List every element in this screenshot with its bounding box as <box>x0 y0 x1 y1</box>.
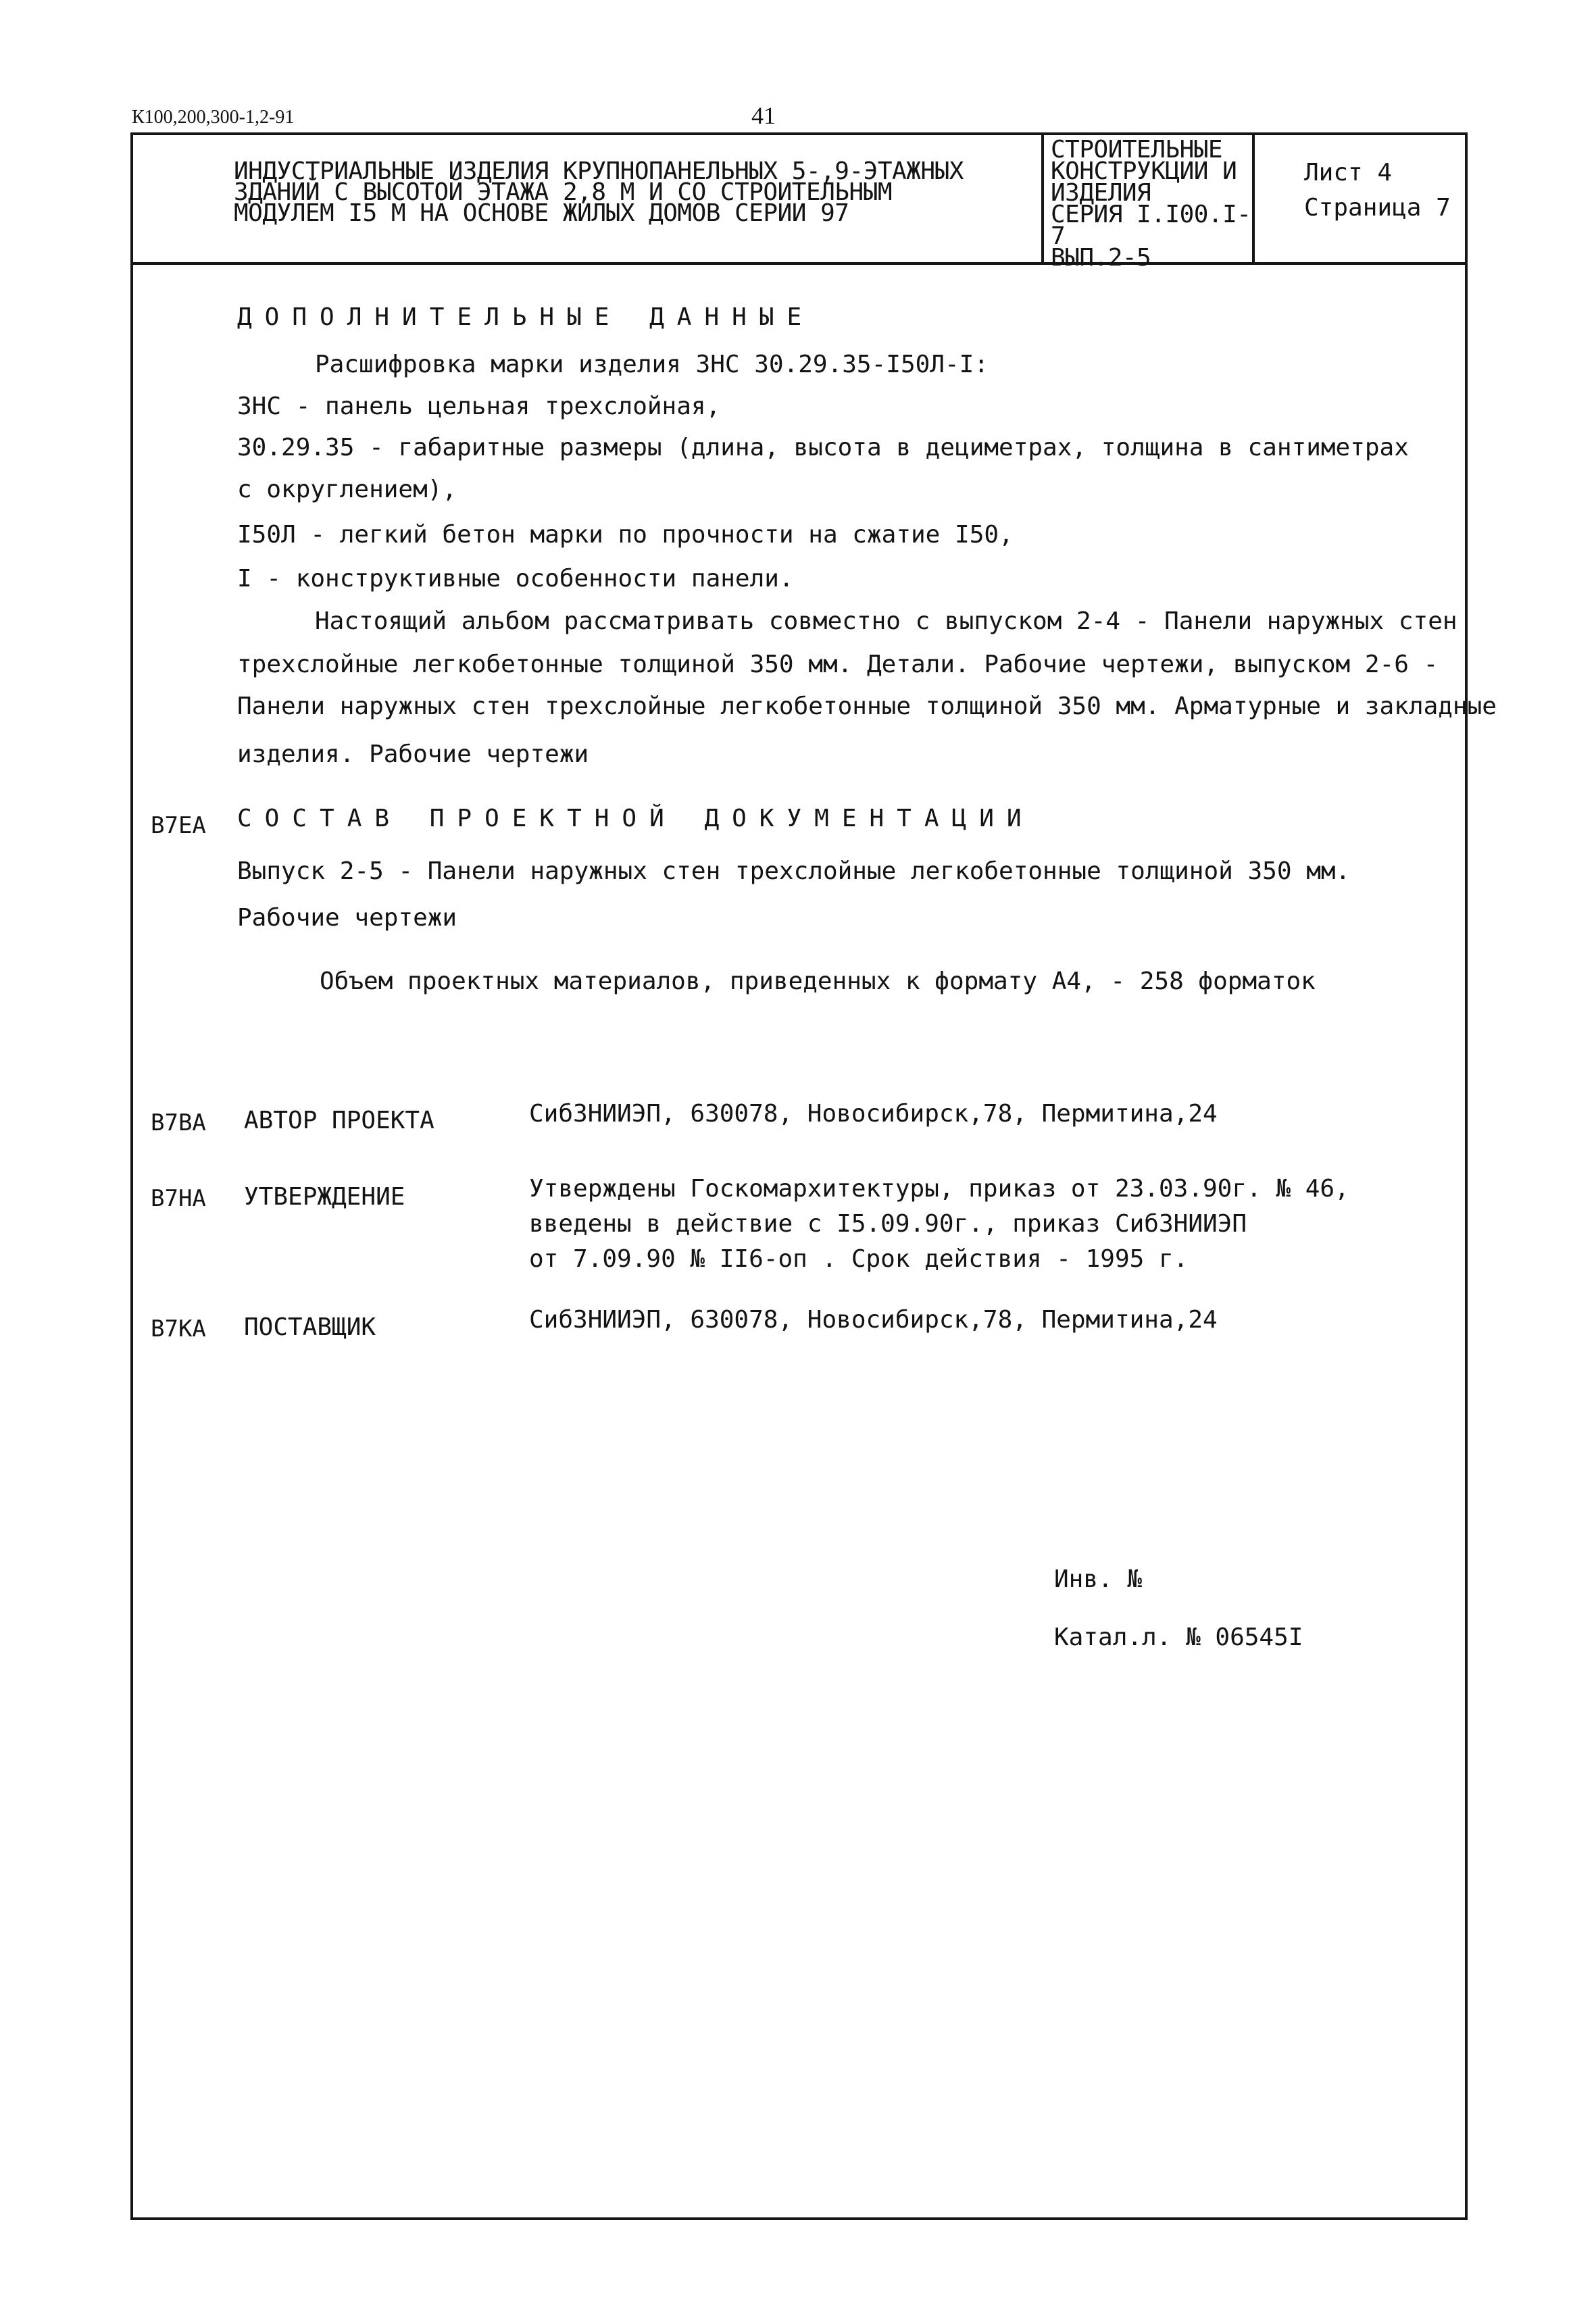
approval-label: УТВЕРЖДЕНИЕ <box>244 1183 405 1211</box>
header-title-line: ЗДАНИЙ С ВЫСОТОЙ ЭТАЖА 2,8 М И СО СТРОИТЕЛЬНЫМ <box>234 178 892 206</box>
supplier-value: СибЗНИИЭП, 630078, Новосибирск,78, Пермитина,24 <box>529 1306 1218 1334</box>
additional-line: Панели наружных стен трехслойные легкобетонные толщиной 350 мм. Арматурные и закладные <box>237 693 1497 720</box>
catalog-number: Катал.л. № 06545I <box>1054 1624 1303 1651</box>
approval-line: Утверждены Госкомархитектуры, приказ от 23.03.90г. № 46, <box>529 1175 1349 1203</box>
composition-volume: Объем проектных материалов, приведенных к формату А4, - 258 форматок <box>320 967 1316 995</box>
additional-line: 30.29.35 - габаритные размеры (длина, высота в дециметрах, толщина в сантиметрах <box>237 434 1409 461</box>
author-label: АВТОР ПРОЕКТА <box>244 1107 434 1134</box>
document-code: К100,200,300-1,2-91 <box>132 107 295 128</box>
header-title-line: ИНДУСТРИАЛЬНЫЕ ИЗДЕЛИЯ КРУПНОПАНЕЛЬНЫХ 5-,9-ЭТАЖНЫХ <box>234 157 964 185</box>
header-series-line: СТРОИТЕЛЬНЫЕ <box>1051 136 1223 164</box>
inventory-number: Инв. № <box>1054 1565 1143 1593</box>
sheet-page: Страница 7 <box>1304 194 1451 222</box>
header-series-line: ИЗДЕЛИЯ <box>1051 179 1151 207</box>
header-series-line: КОНСТРУКЦИИ И <box>1051 157 1237 185</box>
composition-heading: СОСТАВ ПРОЕКТНОЙ ДОКУМЕНТАЦИИ <box>237 805 1034 832</box>
header-sheet-info <box>1304 155 1451 226</box>
additional-line: трехслойные легкобетонные толщиной 350 мм. Детали. Рабочие чертежи, выпуском 2-6 - <box>237 651 1439 678</box>
page-number: 41 <box>751 102 776 129</box>
additional-line: Настоящий альбом рассматривать совместно с выпуском 2-4 - Панели наружных стен <box>315 607 1457 635</box>
additional-line: изделия. Рабочие чертежи <box>237 740 589 768</box>
composition-code: В7ЕА <box>151 812 206 839</box>
additional-heading: ДОПОЛНИТЕЛЬНЫЕ ДАННЫЕ <box>237 303 815 331</box>
approval-code: В7НА <box>151 1185 206 1212</box>
composition-line: Рабочие чертежи <box>237 904 457 932</box>
supplier-label: ПОСТАВЩИК <box>244 1313 376 1341</box>
header-title <box>234 157 1028 227</box>
supplier-code: В7КА <box>151 1315 206 1342</box>
author-value: СибЗНИИЭП, 630078, Новосибирск,78, Пермитина,24 <box>529 1100 1218 1128</box>
sheet-number: Лист 4 <box>1304 159 1393 186</box>
additional-line: Расшифровка марки изделия ЗНС 30.29.35-I50Л-I: <box>315 351 989 378</box>
composition-line: Выпуск 2-5 - Панели наружных стен трехслойные легкобетонные толщиной 350 мм. <box>237 857 1351 885</box>
header-column-divider <box>1041 132 1044 263</box>
additional-line: I - конструктивные особенности панели. <box>237 565 794 593</box>
additional-line: с округлением), <box>237 476 457 503</box>
additional-line: I50Л - легкий бетон марки по прочности на сжатие I50, <box>237 521 1014 549</box>
approval-line: от 7.09.90 № II6-оп . Срок действия - 1995 г. <box>529 1245 1189 1273</box>
header-series <box>1051 136 1253 272</box>
header-series-line: ВЫП.2-5 <box>1051 244 1151 272</box>
approval-line: введены в действие с I5.09.90г., приказ СибЗНИИЭП <box>529 1210 1247 1238</box>
additional-line: ЗНС - панель цельная трехслойная, <box>237 393 721 420</box>
header-series-line: СЕРИЯ I.I00.I-7 <box>1051 201 1251 250</box>
author-code: В7ВА <box>151 1109 206 1136</box>
header-title-line: МОДУЛЕМ I5 М НА ОСНОВЕ ЖИЛЫХ ДОМОВ СЕРИИ 97 <box>234 199 849 227</box>
header-divider <box>130 262 1468 265</box>
